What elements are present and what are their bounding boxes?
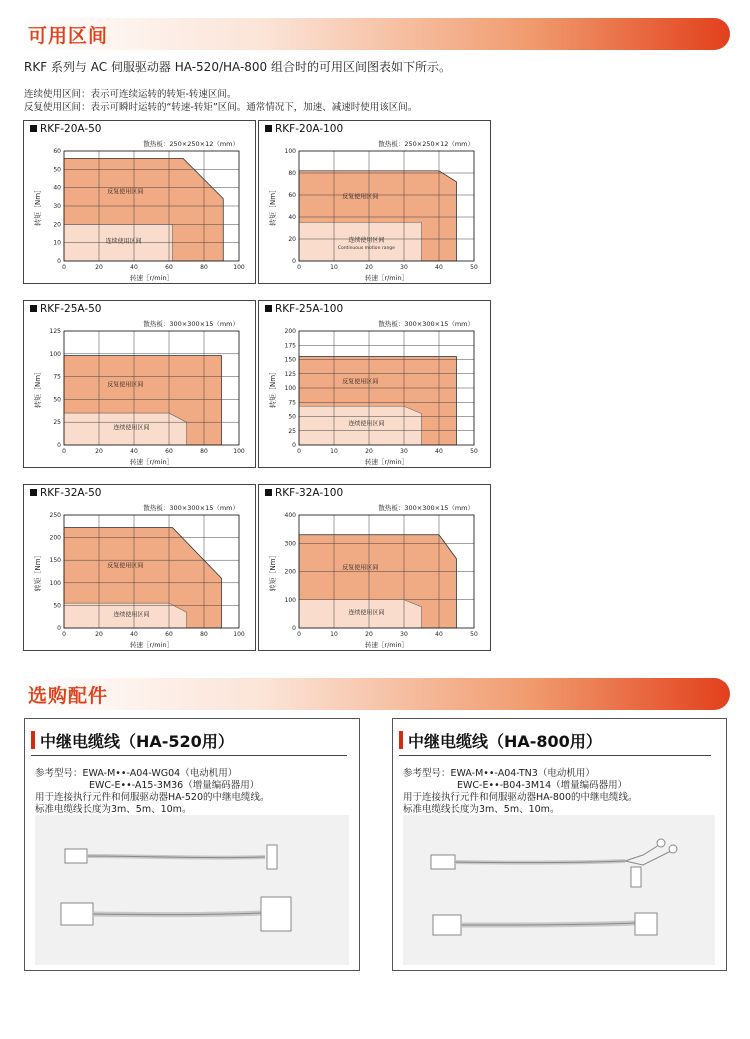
chart-panel <box>23 300 256 468</box>
y-tick-label: 0 <box>292 442 296 449</box>
y-tick-label: 20 <box>288 236 296 243</box>
model-line-2: EWC-E••-B04-3M14（增量编码器用） <box>457 780 628 791</box>
x-tick-label: 100 <box>233 264 245 271</box>
x-axis-label: 转速［r/min］ <box>364 274 409 282</box>
y-tick-label: 80 <box>288 170 296 177</box>
definition-repeated: 反复使用区间：表示可瞬时运转的“转速-转矩”区间。通常情况下，加速、减速时使用该区间。 <box>24 102 418 113</box>
y-axis-label: 转矩［Nm］ <box>269 551 277 592</box>
y-tick-label: 0 <box>292 258 296 265</box>
y-tick-label: 200 <box>49 534 61 542</box>
x-axis-label: 转速［r/min］ <box>129 274 174 282</box>
x-tick-label: 60 <box>165 631 173 638</box>
chart-panel <box>23 484 256 651</box>
cable-lengths: 标准电缆线长度为3m、5m、10m。 <box>35 804 192 815</box>
model-line-1: 参考型号：EWA-M••-A04-WG04（电动机用） <box>35 768 238 779</box>
y-tick-label: 100 <box>49 350 61 358</box>
y-tick-label: 150 <box>284 356 296 364</box>
continuous-region-label: 连续使用区间 <box>113 611 150 619</box>
heatsink-label: 散热板：300×300×15（mm） <box>143 320 239 328</box>
continuous-region-label: 连续使用区间 <box>348 420 385 428</box>
y-tick-label: 0 <box>57 442 61 449</box>
x-tick-label: 40 <box>130 631 138 638</box>
y-tick-label: 60 <box>288 192 296 199</box>
x-tick-label: 50 <box>470 264 478 271</box>
card-header <box>399 729 602 751</box>
x-tick-label: 20 <box>95 264 103 271</box>
chart-svg <box>259 485 492 652</box>
repeated-region-label: 反复使用区间 <box>342 564 379 572</box>
x-tick-label: 60 <box>165 264 173 271</box>
x-tick-label: 50 <box>470 448 478 455</box>
x-axis-label: 转速［r/min］ <box>364 641 409 649</box>
section-banner-options <box>20 678 730 710</box>
x-tick-label: 0 <box>297 631 301 638</box>
x-tick-label: 0 <box>62 448 66 455</box>
y-tick-label: 50 <box>288 413 296 421</box>
x-axis-label: 转速［r/min］ <box>129 458 174 466</box>
chart-panel <box>258 484 491 651</box>
chart-svg <box>24 301 257 469</box>
y-tick-label: 50 <box>53 602 61 610</box>
ring-terminal-icon <box>669 845 677 853</box>
terminal-block-icon <box>631 867 641 887</box>
encoder-connector-icon <box>635 913 657 935</box>
repeated-region-label: 反复使用区间 <box>342 378 379 386</box>
y-axis-label: 转矩［Nm］ <box>269 367 277 409</box>
section-banner-usable-range <box>20 18 730 50</box>
chart-title-text: RKF-32A-100 <box>275 487 344 499</box>
chart-title-text: RKF-20A-50 <box>40 123 102 135</box>
y-tick-label: 0 <box>292 625 296 632</box>
x-axis-label: 转速［r/min］ <box>364 458 409 466</box>
continuous-region-label: 连续使用区间 <box>113 424 150 432</box>
connector-icon <box>433 915 461 935</box>
cable-photo <box>403 815 715 965</box>
chart-svg <box>24 121 257 285</box>
y-tick-label: 75 <box>53 373 61 381</box>
connector-icon <box>431 855 455 869</box>
product-card-ha800 <box>392 718 727 971</box>
card-title: 中继电缆线（HA-520用） <box>40 731 234 751</box>
heatsink-label: 散热板：300×300×15（mm） <box>378 504 474 512</box>
repeated-region-label: 反复使用区间 <box>107 562 144 570</box>
x-tick-label: 10 <box>330 448 338 455</box>
y-axis-label: 转矩［Nm］ <box>34 367 42 409</box>
y-tick-label: 200 <box>284 568 296 576</box>
y-tick-label: 100 <box>284 596 296 604</box>
continuous-region-sublabel: Continuous motion range <box>337 245 395 251</box>
y-tick-label: 125 <box>284 370 296 378</box>
x-tick-label: 20 <box>365 264 373 271</box>
chart-svg <box>259 301 492 469</box>
cable-lengths: 标准电缆线长度为3m、5m、10m。 <box>403 804 560 815</box>
y-tick-label: 300 <box>284 540 296 548</box>
y-tick-label: 50 <box>53 396 61 404</box>
y-tick-label: 40 <box>53 184 61 192</box>
x-tick-label: 100 <box>233 631 245 638</box>
y-tick-label: 10 <box>53 239 61 247</box>
heatsink-label: 散热板：250×250×12（mm） <box>143 140 239 148</box>
x-tick-label: 20 <box>365 448 373 455</box>
title-marker <box>399 731 403 749</box>
section-title: 选购配件 <box>28 685 109 707</box>
description: 用于连接执行元件和伺服驱动器HA-520的中继电缆线。 <box>35 792 270 803</box>
chart-svg <box>24 485 257 652</box>
x-tick-label: 60 <box>165 448 173 455</box>
cable-photo <box>35 815 349 965</box>
connector-icon <box>61 903 93 925</box>
chart-title-text: RKF-25A-50 <box>40 303 102 315</box>
chart-panel <box>23 120 256 284</box>
card-title: 中继电缆线（HA-800用） <box>408 731 602 751</box>
divider <box>31 755 347 756</box>
chart-panel <box>258 120 491 284</box>
x-tick-label: 40 <box>435 448 443 455</box>
x-tick-label: 30 <box>400 448 408 455</box>
y-tick-label: 0 <box>57 258 61 265</box>
description: 用于连接执行元件和伺服驱动器HA-800的中继电缆线。 <box>403 792 638 803</box>
y-tick-label: 25 <box>288 427 296 435</box>
y-tick-label: 200 <box>284 328 296 335</box>
x-tick-label: 30 <box>400 264 408 271</box>
x-tick-label: 0 <box>62 631 66 638</box>
y-tick-label: 175 <box>284 342 296 350</box>
y-axis-label: 转矩［Nm］ <box>269 185 277 227</box>
x-tick-label: 80 <box>200 631 208 638</box>
x-tick-label: 40 <box>130 264 138 271</box>
repeated-region-label: 反复使用区间 <box>107 188 144 196</box>
d-sub-connector-icon <box>261 897 291 931</box>
continuous-region-label: 连续使用区间 <box>348 236 385 244</box>
chart-title-text: RKF-25A-100 <box>275 303 344 315</box>
heatsink-label: 散热板：300×300×15（mm） <box>143 504 239 512</box>
continuous-region-label: 连续使用区间 <box>348 609 385 617</box>
product-card-ha520 <box>24 718 360 971</box>
y-tick-label: 25 <box>53 419 61 427</box>
chart-svg <box>259 121 492 285</box>
cable-illustration <box>403 815 715 965</box>
y-tick-label: 100 <box>284 148 296 155</box>
x-tick-label: 20 <box>95 631 103 638</box>
y-tick-label: 150 <box>49 557 61 565</box>
y-tick-label: 400 <box>284 512 296 519</box>
y-axis-label: 转矩［Nm］ <box>34 551 42 592</box>
x-tick-label: 20 <box>95 448 103 455</box>
x-tick-label: 0 <box>297 264 301 271</box>
card-header <box>31 729 234 751</box>
definition-continuous: 连续使用区间：表示可连续运转的转矩-转速区间。 <box>24 89 237 100</box>
section-title: 可用区间 <box>28 25 109 47</box>
repeated-region-label: 反复使用区间 <box>107 381 144 389</box>
x-tick-label: 80 <box>200 448 208 455</box>
title-marker <box>31 731 35 749</box>
cable-illustration <box>35 815 349 965</box>
y-tick-label: 100 <box>49 579 61 587</box>
x-tick-label: 10 <box>330 631 338 638</box>
x-axis-label: 转速［r/min］ <box>129 641 174 649</box>
x-tick-label: 20 <box>365 631 373 638</box>
y-tick-label: 20 <box>53 221 61 229</box>
heatsink-label: 散热板：300×300×15（mm） <box>378 320 474 328</box>
y-tick-label: 0 <box>57 625 61 632</box>
y-tick-label: 100 <box>284 385 296 392</box>
x-tick-label: 100 <box>233 448 245 455</box>
chart-title-text: RKF-20A-100 <box>275 123 344 135</box>
model-line-2: EWC-E••-A15-3M36（增量编码器用） <box>89 780 260 791</box>
x-tick-label: 40 <box>130 448 138 455</box>
connector-icon <box>65 849 87 863</box>
intro-text: RKF 系列与 AC 伺服驱动器 HA-520/HA-800 组合时的可用区间图表如下所示。 <box>24 60 452 74</box>
y-axis-label: 转矩［Nm］ <box>34 185 42 227</box>
divider <box>399 755 711 756</box>
continuous-region-label: 连续使用区间 <box>105 237 142 245</box>
x-tick-label: 50 <box>470 631 478 638</box>
x-tick-label: 40 <box>435 631 443 638</box>
model-line-1: 参考型号：EWA-M••-A04-TN3（电动机用） <box>403 768 595 779</box>
x-tick-label: 0 <box>62 264 66 271</box>
x-tick-label: 30 <box>400 631 408 638</box>
heatsink-label: 散热板：250×250×12（mm） <box>378 140 474 148</box>
x-tick-label: 0 <box>297 448 301 455</box>
terminal-block-icon <box>267 845 277 869</box>
chart-title-text: RKF-32A-50 <box>40 487 102 499</box>
y-tick-label: 75 <box>288 399 296 407</box>
y-tick-label: 50 <box>53 166 61 174</box>
y-tick-label: 40 <box>288 214 296 221</box>
x-tick-label: 40 <box>435 264 443 271</box>
x-tick-label: 10 <box>330 264 338 271</box>
repeated-region-label: 反复使用区间 <box>342 193 379 201</box>
y-tick-label: 250 <box>49 512 61 519</box>
y-tick-label: 60 <box>53 148 61 155</box>
ring-terminal-icon <box>657 839 665 847</box>
chart-panel <box>258 300 491 468</box>
y-tick-label: 125 <box>49 328 61 335</box>
y-tick-label: 30 <box>53 203 61 210</box>
x-tick-label: 80 <box>200 264 208 271</box>
